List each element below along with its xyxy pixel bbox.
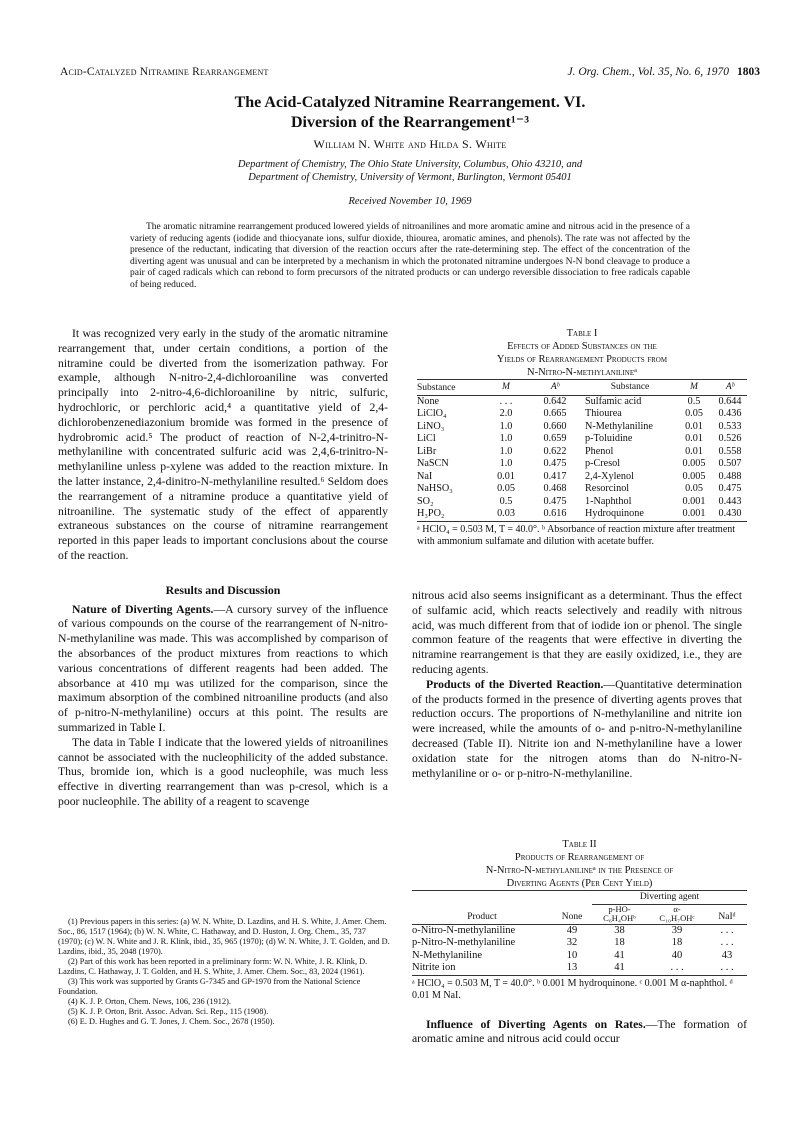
- table-cell: . . .: [670, 962, 684, 973]
- paragraph-text: —A cursory survey of the influence of various compounds on the course of the rearrangement of N-nitro-N-methylaniline was made. This was accomplished by comparison of the absorbances of the product mixtures from reactions to which various concentrations of different reagents had been added. The absorbance at 410 mμ was utilized for the comparison, since the maximum absorption of the combined nitroaniline products (and also of p-nitro-N-methylaniline) occurs at this point. The results are summarized in Table I.: [58, 602, 389, 734]
- running-title: Acid-Catalyzed Nitramine Rearrangement: [60, 66, 269, 78]
- table-1-grid: [417, 379, 747, 521]
- table-cell: 1.0: [499, 445, 513, 457]
- footnote: (3) This work was supported by Grants G-7345 and GP-1970 from the National Science Foundation.: [58, 977, 361, 996]
- table-cell: . . .: [720, 937, 734, 948]
- affiliations: [60, 158, 760, 184]
- table-cell: 49: [566, 924, 578, 936]
- table-cell: 0.05: [497, 483, 515, 494]
- journal-name: J. Org. Chem., Vol. 35, No. 6, 1970: [567, 66, 729, 78]
- column-header: None: [561, 912, 583, 922]
- table-cell: Resorcinol: [585, 483, 630, 494]
- title-line-1: The Acid-Catalyzed Nitramine Rearrangement. VI.: [234, 94, 586, 111]
- column-header: Product: [467, 912, 497, 922]
- table-cell: 0.05: [685, 408, 703, 419]
- table-cell: 0.616: [543, 508, 567, 519]
- table-cell: N-Methylaniline: [412, 949, 482, 961]
- table-cell: 0.01: [497, 470, 515, 482]
- table-row: [417, 433, 747, 446]
- table-cell: 1.0: [499, 458, 513, 469]
- table-cell: 0.01: [685, 420, 703, 432]
- table-cell: 38: [614, 924, 625, 936]
- table-cell: Sulfamic acid: [585, 395, 642, 407]
- table-group-header-row: [412, 891, 747, 905]
- table-row: [417, 446, 747, 459]
- table-cell: N-Methylaniline: [585, 420, 653, 432]
- table-cell: o-Nitro-N-methylaniline: [412, 924, 516, 936]
- table-row: [417, 395, 747, 408]
- table-row: [417, 458, 747, 471]
- column-header: Aᵇ: [550, 382, 560, 392]
- table-row: [412, 924, 747, 937]
- table-caption-line: N-Nitro-N-methylanilineᵃ: [527, 367, 637, 378]
- table-caption-line: Products of Rearrangement of: [514, 852, 645, 863]
- table-cell: 18: [614, 937, 625, 948]
- column-header: α- C₁₀H₇OHᶜ: [659, 903, 695, 923]
- paragraph-diverted-products: [412, 678, 742, 782]
- right-column: [412, 589, 742, 781]
- table-cell: 41: [614, 962, 625, 973]
- table-cell: 0.475: [543, 458, 567, 469]
- table-cell: 0.01: [685, 433, 703, 444]
- table-cell: . . .: [720, 924, 734, 936]
- table-cell: Thiourea: [585, 408, 622, 419]
- table-cell: Nitrite ion: [412, 962, 456, 973]
- table-cell: p-Cresol: [585, 458, 621, 469]
- table-row: [417, 471, 747, 484]
- table-1: [417, 327, 747, 548]
- table-cell: 0.5: [687, 395, 701, 407]
- footnote: (4) K. J. P. Orton, Chem. News, 106, 236 (1912).: [68, 997, 231, 1006]
- table-cell: H₃PO₂: [417, 508, 445, 519]
- column-header: Aᵇ: [725, 382, 735, 392]
- column-header: M: [502, 382, 510, 392]
- table-cell: 39: [671, 924, 683, 936]
- table-cell: LiClO₄: [417, 408, 447, 419]
- table-cell: 0.005: [682, 470, 706, 482]
- table-row: [417, 508, 747, 521]
- table-caption-line: N-Nitro-N-methylanilineᵃ in the Presence of: [485, 865, 674, 876]
- column-header: M: [690, 382, 698, 392]
- table-cell: SO₂: [417, 495, 434, 507]
- section-heading: Results and Discussion: [165, 582, 281, 597]
- table-cell: 0.005: [682, 458, 706, 469]
- table-cell: 0.642: [543, 395, 567, 407]
- table-cell: LiNO₃: [417, 420, 445, 432]
- table-cell: 40: [671, 949, 683, 961]
- table-row: [417, 496, 747, 509]
- table-cell: 1.0: [499, 420, 513, 432]
- table-header-row: [417, 380, 747, 396]
- table-header-row: [412, 904, 747, 924]
- footnote: (6) E. D. Hughes and G. T. Jones, J. Chem. Soc., 2678 (1950).: [68, 1017, 275, 1026]
- table-cell: 0.507: [718, 458, 742, 469]
- running-header: [60, 66, 760, 84]
- table-cell: 0.665: [543, 408, 567, 419]
- table-cell: 0.533: [718, 420, 742, 432]
- column-header: NaIᵈ: [718, 912, 736, 922]
- table-row: [417, 408, 747, 421]
- table-cell: 1.0: [499, 433, 513, 444]
- table-cell: 0.644: [718, 395, 742, 407]
- table-cell: 0.443: [718, 495, 742, 507]
- table-cell: 0.001: [682, 495, 706, 507]
- table-cell: None: [417, 395, 440, 407]
- article-title: [60, 93, 760, 133]
- left-column: [58, 327, 388, 810]
- run-in-heading: Influence of Diverting Agents on Rates.: [426, 1017, 646, 1031]
- table-cell: 10: [566, 949, 578, 961]
- table-cell: 0.430: [718, 508, 742, 519]
- table-cell: 0.659: [543, 433, 567, 444]
- table-footnote: ᵃ HClO₄ = 0.503 M, T = 40.0°. ᵇ Absorbance of reaction mixture after treatment with ammonium sulfamate and dilution with acetate buffer.: [417, 523, 736, 547]
- table-cell: NaHSO₃: [417, 483, 453, 494]
- table-cell: LiCl: [417, 433, 436, 444]
- paragraph-table1-discussion: The data in Table I indicate that the lowered yields of nitroanilines cannot be associated with the nucleophilicity of the added substance. Thus, bromide ion, which is a good nucleophile, was much less effective in diverting rearrangement than was p-cresol, which is a poor nucleophile. The ability of a reagent to scavenge: [58, 735, 388, 808]
- table-row: [412, 950, 747, 963]
- footnotes: [58, 917, 390, 1027]
- footnote: (1) Previous papers in this series: (a) W. N. White, D. Lazdins, and H. S. White, J. Amer. Chem. Soc., 86, 1517 (1964); (b) W. N. White, C. Hathaway, and D. Huston, J. Org. Chem., 35, 737 (1970); (c) W. N. White and J. R. Klink, ibid., 35, 965 (1970); (d) W. N. White, J. T. Golden, and D. Lazdins, ibid., 35, 2048 (1970).: [58, 917, 390, 956]
- journal-citation: [567, 66, 760, 78]
- table-cell: 2,4-Xylenol: [585, 470, 634, 482]
- table-cell: 0.05: [685, 483, 703, 494]
- table-cell: 0.417: [543, 470, 567, 482]
- table-cell: 0.475: [718, 483, 742, 494]
- table-footnote: ᵃ HClO₄ = 0.503 M, T = 40.0°. ᵇ 0.001 M hydroquinone. ᶜ 0.001 M α-naphthol. ᵈ 0.01 M NaI.: [412, 977, 733, 1001]
- table-2-grid: [412, 890, 747, 975]
- table-cell: 0.558: [718, 445, 742, 457]
- table-cell: 0.5: [499, 495, 513, 507]
- table-2: [412, 838, 747, 1047]
- table-cell: 0.660: [543, 420, 567, 432]
- paragraph-diverting-agents: [58, 603, 388, 736]
- table-cell: . . .: [720, 962, 734, 973]
- table-row: [412, 937, 747, 950]
- table-cell: LiBr: [417, 445, 437, 457]
- page-number: 1803: [737, 66, 760, 78]
- table-cell: 41: [614, 949, 625, 961]
- table-cell: 2.0: [499, 408, 513, 419]
- table-caption-line: Diverting Agents (Per Cent Yield): [506, 878, 653, 889]
- footnote: (5) K. J. P. Orton, Brit. Assoc. Advan. Sci. Rep., 115 (1908).: [68, 1007, 269, 1016]
- authors: William N. White and Hilda S. White: [313, 137, 507, 151]
- table-label: Table II: [562, 839, 597, 850]
- paragraph-text: —The formation of aromatic amine and nitrous acid could occur: [412, 1017, 747, 1046]
- table-cell: NaI: [417, 470, 433, 482]
- table-cell: 0.488: [718, 470, 742, 482]
- column-header: Substance: [417, 383, 456, 393]
- table-cell: . . .: [499, 395, 513, 407]
- table-cell: 0.526: [718, 433, 742, 444]
- table-caption-line: Yields of Rearrangement Products from: [496, 354, 668, 365]
- table-cell: 0.475: [543, 495, 567, 507]
- table-row: [412, 962, 747, 975]
- table-cell: 18: [671, 937, 683, 948]
- intro-paragraph: It was recognized very early in the study of the aromatic nitramine rearrangement that, under certain conditions, a portion of the nitramine could be diverted from the isomerization pathway. For example, although N-nitro-2,4-dichloroaniline was converted principally into 2-nitro-4,6-dichloroaniline by nitric, sulfuric, hydrochloric, or perchloric acid,⁴ a quantitative yield of 2,4-dichlorobenzenediazonium bromide was formed in the presence of hydrobromic acid.⁵ The product of reaction of N-2,4-trinitro-N-methylaniline with concentrated sulfuric acid was 2,4,6-trinitro-N-methylaniline unless p-xylene was added to the reaction mixture. In the latter instance, 2,4-dinitro-N-methylaniline resulted.⁶ Seldom does the rearrangement of a nitramine produce a quantitative yield of nitroaniline. The systematic study of the effect of apparently extraneous substances on the course of nitramine rearrangement reported in this paper leads to important conclusions about the course of the reaction.: [58, 327, 388, 562]
- affiliation-line-1: Department of Chemistry, The Ohio State University, Columbus, Ohio 43210, and: [237, 159, 583, 170]
- run-in-heading: Products of the Diverted Reaction.: [426, 677, 604, 691]
- table-cell: 0.001: [682, 508, 706, 519]
- title-line-2: Diversion of the Rearrangement¹⁻³: [291, 114, 529, 131]
- group-header: Diverting agent: [592, 891, 747, 905]
- table-cell: Hydroquinone: [585, 508, 644, 519]
- table-cell: p-Toluidine: [585, 433, 633, 444]
- table-row: [417, 421, 747, 434]
- paragraph-continued: nitrous acid also seems insignificant as a determinant. Thus the effect of sulfamic acid, which reacts selectively and readily with nitrous acid, was much different from that of iodide ion or phenol. The single common feature of the reagents that were effective in diverting the nitramine rearrangement is that they are easily oxidized, i.e., they are reducing agents.: [412, 589, 742, 676]
- affiliation-line-2: Department of Chemistry, University of Vermont, Burlington, Vermont 05401: [248, 172, 572, 183]
- table-caption-line: Effects of Added Substances on the: [507, 341, 657, 352]
- table-row: [417, 483, 747, 496]
- table-cell: NaSCN: [417, 458, 449, 469]
- table-cell: 32: [566, 937, 578, 948]
- table-cell: 1-Naphthol: [585, 495, 632, 507]
- table-cell: 13: [566, 962, 578, 973]
- paragraph-rates: [412, 1018, 747, 1048]
- footnote: (2) Part of this work has been reported in a preliminary form: W. N. White, J. R. Klink, D. Lazdins, C. Hathaway, J. T. Golden, and H. S. White, J. Amer. Chem. Soc., 83, 2024 (1961).: [58, 957, 368, 976]
- table-cell: 0.01: [685, 445, 703, 457]
- table-cell: 0.622: [543, 445, 567, 457]
- table-cell: Phenol: [585, 445, 614, 457]
- column-header: p-HO- C₆H₄OHᵇ: [603, 903, 636, 923]
- run-in-heading: Nature of Diverting Agents.: [72, 602, 214, 616]
- table-label: Table I: [566, 328, 598, 339]
- abstract: The aromatic nitramine rearrangement produced lowered yields of nitroanilines and more aromatic amine and nitrous acid in the presence of a variety of reducing agents (iodide and thiocyanate ions, sulfur dioxide, thiourea, aromatic amines, and phenols). The rate was not affected by the presence of the reductant, indicating that diversion of the reaction occurs after the rate-determining step. The effect of the concentration of the diverting agent was unusual and can be interpreted by a mechanism in which the protonated nitramine undergoes N-N bond cleavage to produce a pair of caged radicals which can rebond to form precursors of the nitrated products or can undergo reversible dissociation to free radicals capable of being reduced.: [130, 222, 690, 290]
- column-header: Substance: [610, 382, 650, 392]
- table-cell: 0.436: [718, 408, 742, 419]
- table-cell: 43: [721, 949, 733, 961]
- table-cell: p-Nitro-N-methylaniline: [412, 937, 516, 948]
- paragraph-text: —Quantitative determination of the products formed in the presence of diverting agents proves that reduction occurs. The proportions of N-methylaniline and nitrite ion were increased, while the amounts of o- and p-nitro-N-methylaniline decreased (Table II). Nitrite ion and N-methylaniline have a lower oxidation state for the nitrogen atoms than do N-nitro-N-methylaniline or o- or p-nitro-N-methylaniline.: [412, 677, 742, 780]
- table-cell: 0.03: [497, 508, 515, 519]
- table-cell: 0.468: [543, 483, 567, 494]
- received-date: Received November 10, 1969: [348, 196, 472, 207]
